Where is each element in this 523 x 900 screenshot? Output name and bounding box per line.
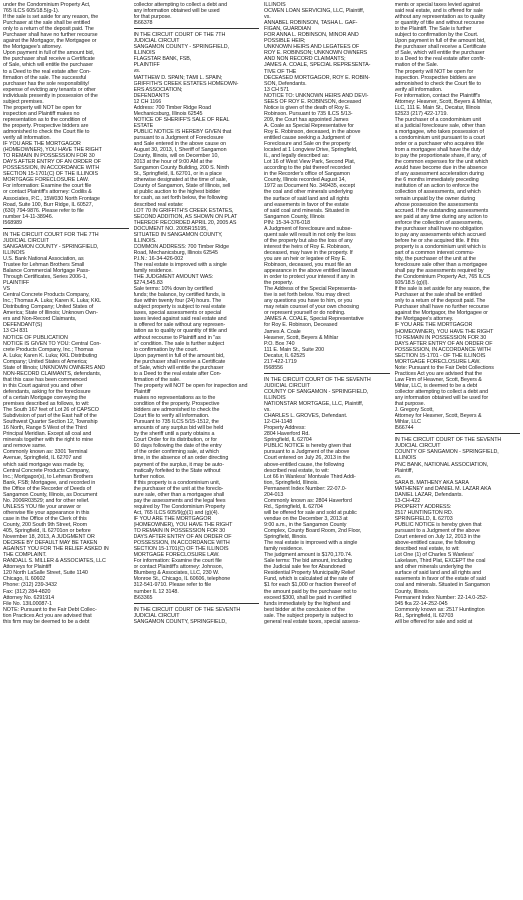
notice-flagstar-sheriff-sale: IN THE CIRCUIT COURT OF THE 7TH JUDICIAL CIRCUIT SANGAMON COUNTY - SPRINGFIELD, ILLINOIS FLAGSTAR BANK, FSB, PLAINTIFF vs. MATTHEW D. SPAIN; TAMI L. SPAIN; GRIFFITH'S CREEK ESTATES HOMEOWN- ERS ASSOCIATION; DEFENDANTS 12 CH 1166 Address: 700 Timber Ridge Road Mechanicsburg, Illinois 62545 NOTICE OF SHERIFF'S SALE OF REAL ESTATE PUBLIC NOTICE IS HEREBY GIVEN that pursuant to a Judgment of Foreclosure and Sale entered in the above cause on August 30, 2013, I, Sheriff of Sangamon County, Illinois, will on December 10, 2013 at the hour of 9:00 AM at the Sangamon County Building, 200 S. Ninth St., Springfield, IL 62701, or in a place otherwise designated at the time of sale, County of Sangamon, State of Illinois, sell at public auction to the highest bidder for cash, as set forth below, the following described real estate: LOT 70 IN GRIFFITH'S CREEK ESTATES, SECOND ADDITION, AS SHOWN ON PLAT THEREOF RECORDED APRIL 20, 2005 AS DOCUMENT NO. 2005R15195, SITUATED IN SANGAMON COUNTY, ILLINOIS. COMMON ADDRESS: 700 Timber Ridge Road, Mechanicsburg, Illinois 62545 P.I.N.: 16-34-426-002 The real estate is improved with a single family residence. THE JUDGMENT AMOUNT WAS: $274,545.83 Sale terms: 10% down by certified funds; the balance, by certified funds, is due within twenty four (24) hours. The subject property is subject to real estate taxes, special assessments or special taxes levied against said real estate and is offered for sale without any represen- tation as to quality or quantity of title and without recourse to Plaintiff and in "as is" condition. The sale is further subject to confirmation by the court. Upon payment in full of the amount bid, the purchaser shall receive a Certificate of Sale, which will entitle the purchaser to a Deed to the real estate after Con- firmation of the sale. The property will NOT be open for inspection and Plaintiff makes no representations as to the condition of the property. Prospective bidders are admonished to check the Court file to verify all information. Pursuant to 735 ILCS 5/15-1512, the amounts of any surplus bid will be held by the sheriff until a party obtains a Court Order for its distribution, or for 60 days following the date of the entry of the order confirming sale, at which time, in the absence of an order directing payment of the surplus, it may be auto- matically forfeited to the State without further notice. If this property is a condominium unit, the purchaser of the unit at the foreclo- sure sale, other than a mortgagee shall pay the assessments and the legal fees required by The Condominium Property Act, 765 ILCS 605/9(g)(1) and (g)(4). IF YOU ARE THE MORTGAGOR (HOMEOWNER), YOU HAVE THE RIGHT TO REMAIN IN POSSESSION FOR 30 DAYS AFTER ENTRY OF AN ORDER OF POSSESSION, IN ACCORDANCE WITH SECTION 15-1701(C) OF THE ILLINOIS MORTGAGE FORECLOSURE LAW. For information: Examine the court file or contact Plaintiff's attorney: Johnson, Blumberg & Associates, LLC, 230 W. Monroe St., Chicago, IL 60606, telephone 312-541-9710. Please refer to file number IL 12 3148. I563365 <box>133 32 248 601</box>
notice-pnc-matheny: IN THE CIRCUIT COURT OF THE SEVENTH JUDICIAL CIRCUIT COUNTY OF SANGAMON - SPRINGFIELD, ILLINOIS PNC BANK, NATIONAL ASSOCIATION, Plaintiff, vs. SARA B. MATHENY AKA SARA MATHENEY and DANIEL M. LAZAR AKA DANIEL LAZAR, Defendants. 13-CH-422 PROPERTY ADDRESS: 2517 HUNTINGTON RD. SPRINGFIELD, IL 62703 PUBLIC NOTICE is hereby given that pursuant to a Judgment of the above Court entered on July 12, 2013 in the above-entitled cause, the following described real estate, to wit: Lot One (1) of Charles S Wanless' Lakelawn, Third Plat, EXCEPT the coal and other minerals underlying the surface of said land and all rights and easements in favor of the estate of said coal and minerals. Situated in Sangamon County, Illinois. Permanent Index Number: 22-14.0-252- 045 fka 22-14-252-045 Commonly known as: 2517 Huntington Rd., Springfield, IL 62703 will be offered for sale and sold at <box>394 437 502 625</box>
notice-continuation: collector attempting to collect a debt and any information obtained will be used for that purpose. I566378 <box>133 2 228 27</box>
column-4 <box>395 2 521 900</box>
notice-divider <box>264 373 390 374</box>
notice-divider <box>134 603 260 604</box>
column-3 <box>264 2 390 900</box>
column-2 <box>134 2 260 900</box>
notice-divider <box>395 433 521 434</box>
notice-continuation: under the Condominium Property Act, 765 ILCS 605/18.5(g-1). If the sale is set aside for any reason, the Purchaser at the sale shall be entitled only to a return of the deposit paid. The Purchaser shall have no further recourse against the Mortgagor, the Mortgagee or the Mortgagee's attorney. Upon payment in full of the amount bid, the purchaser shall receive a Certificate of Sale, which will entitle the purchaser to a Deed to the real estate after Con- firmation of the sale. The successful purchaser has the sole responsibility/ expense of evicting any tenants or other individuals presently in possession of the subject premises. The property will NOT be open for inspection and Plaintiff makes no representation as to the condition of the property. Prospective bidders are admonished to check the Court file to verify all information. IF YOU ARE THE MORTGAGOR (HOMEOWNER), YOU HAVE THE RIGHT TO REMAIN IN POSSESSION FOR 30 DAYS AFTER ENTRY OF AN ORDER OF POSSESSION, IN ACCORDANCE WITH SECTION 15-1701(C) OF THE ILLINOIS MORTGAGE FORECLOSURE LAW. For information: Examine the court file or contact Plaintiff's attorney: Codilis & Associates, P.C., 15W030 North Frontage Road, Suite 100, Burr Ridge, IL 60527, (630) 794-9876. Please refer to file number 14-11-38946. I568989 <box>3 2 102 226</box>
notice-divider <box>3 228 129 229</box>
notice-nationstar-groves: IN THE CIRCUIT COURT OF THE SEVENTH JUDICIAL CIRCUIT COUNTY OF SANGAMON - SPRINGFIELD, ILLINOIS NATIONSTAR MORTGAGE, LLC, Plaintiff, vs. CHARLES L. GROVES, Defendant. 12-CH-1148 Property Address: 2804 Haverford Rd. Springfield, IL 62704 PUBLIC NOTICE is hereby given that pursuant to a Judgment of the above Court entered on July 26, 2013 in the above-entitled cause, the following described real estate, to wit: Lot 66 in Wanless' Montvale Third Addi- tion, Springfield, Illinois. Permanent Index Number: 22-07.0- 204-013 Commonly known as: 2804 Haverford Rd., Springfield, IL 62704 will be offered for sale and sold at public vendue on the December 3, 2013 at 9:00 a.m., in the Sangamon County Complex, County Board Room, 2nd Floor, Springfield, Illinois. The real estate is improved with a single family residence. The judgment amount is $170,170.74. Sale terms: The bid amount, including the Judicial sale fee for Abandoned Residential Property Municipality Relief Fund, which is calculated at the rate of $1 for each $1,000 or fraction thereof of the amount paid by the purchaser not to exceed $300, shall be paid in certified funds immediately by the highest and best bidder at the conclusion of the sale. The subject property is subject to general real estate taxes, special assess- <box>264 376 371 625</box>
notice-divider <box>134 28 260 29</box>
notice-ocwen-robinson: ILLINOIS OCWEN LOAN SERVICING, LLC, Plaintiff, vs. ANNABEL ROBINSON, TASHA L. GAF- FIGAN, GUARDIAN FOR ANNA L. ROBINSON, MINOR AND POSSIBLE HEIR; UNKNOWN HEIRS AND LEGATEES OF ROY E. ROBINSON; UNKNOWN OWNERS AND NON RECORD CLAIMANTS; JAMES A. COALE, SPECIAL REPRESENTA- TIVE OF THE DECEASED MORTGAGOR, ROY E. ROBIN- SON, Defendants. 13 CH 571 NOTICE TO: UNKNOWN HEIRS AND DEVI- SEES OF ROY E. ROBINSON, deceased Notice is given of the death of Roy E. Robinson. Pursuant to 735 ILCS 5/13- 209, the Court has appointed James A. Coale as Special Representative for Roy E. Robinson, deceased, in the above entitled cause seeking a Judgment of Foreclosure and Sale on the property located at 1 Longview Drive, Springfield, IL, and legally described as: Lot 16 of West View Park, Second Plat, according to the plat thereof recorded in the Recorder's office of Sangamon County, Illinois recorded August 14, 1972 as Document No. 349435, except the coal and other minerals underlying the surface of said land and all rights and easements in favor of the estate of said coal and minerals. Situated in Sangamon County, Illinois PIN: 15-34-376-018 A Judgment of foreclosure and subse- quent sale will result in not only the loss of the property but also the loss of any interest the heirs of Roy E. Robinson, deceased, may have in the property. If you are an heir or legatee of Roy E. Robinson, deceased, you must file an appearance in the above entitled lawsuit in order to protect your interest if any in the property. The Address of the Special Representa- tive is set forth below. You may direct any questions you have to him, or you may retain counsel of your own choosing or represent yourself or do nothing. JAMES A. COALE, Special Representative for Roy E. Robinson, Deceased James A. Coale Heavner, Scott, Beyers & Mihlar P.O. Box 740 111 E. Main St., Suite 200 Decatur, IL 62525 217-422-1719 I568556 <box>264 2 371 371</box>
notice-continuation: ments or special taxes levied against said real estate, and is offered for sale without any representation as to quality or quantity of title and without recourse to the Plaintiff. The Sale is further subject to confirmation by the Court. Upon payment in full of the amount bid, the purchaser shall receive a Certificate of Sale, which will entitle the purchaser to a Deed to the real estate after confir- mation of the Sale. The property will NOT be open for inspection. Prospective bidders are admonished to check the Court file to verify all information. For information, contact the Plaintiff's Attorney: Heavner, Scott, Beyers & Mihlar, LLC, 111 E. Main St., Decatur, Illinois 62523 (217) 422-1719. The purchaser of a condominium unit at a judicial foreclosure sale, other than a mortgagee, who takes possession of a condominium unit pursuant to a court order or a purchaser who acquires title from a mortgagee shall have the duty to pay the proportionate share, if any, of the common expenses for the unit which would have become due in the absence of any assessment acceleration during the 6 months immediately preceding institution of an action to enforce the collection of assessments, and which remain unpaid by the owner during whose possession the assessments accrued. If the outstanding assessments are paid at any time during any action to enforce the collection of assessments, the purchaser shall have no obligation to pay any assessments which accrued before he or she acquired title. If this property is a condominium unit which is part of a common interest commu- nity, the purchaser of the unit at the foreclosure sale other than a mortgagee shall pay the assessments required by the Condominium Property Act, 765 ILCS 605/18.5 (g)(l). If the sale is set aside for any reason, the Purchaser at the sale shall be entitled only to a return of the deposit paid. The Purchaser shall have no further recourse against the Mortgagor, the Mortgagee or the Mortgagee's attorney. IF YOU ARE THE MORTGAGOR (HOMEOWNER), YOU HAVE THE RIGHT TO REMAIN IN POSSESSION FOR 30 DAYS AFTER ENTRY OF AN ORDER OF POSSESSION, IN ACCORDANCE WITH SECTION 15-1701 - OF THE ILLINOIS MORTGAGE FORECLOSURE LAW. Note: Pursuant to the Fair Debt Collections Practices Act you are advised that the Law Firm of Heavner, Scott, Beyers & Mihlar, LLC, is deemed to be a debt collector attempting to collect a debt and any information obtained will be used for that purpose. J. Gregory Scott, Attorney for Heavner, Scott, Beyers & Mihlar, LLC I566744 <box>394 2 494 432</box>
column-1 <box>3 2 129 900</box>
notice-us-bank-publication: IN THE CIRCUIT COURT FOR THE 7TH JUDICIAL CIRCUIT SANGAMON COUNTY - SPRINGFIELD, ILLINOIS U.S. Bank National Association, as Trustee for Lehman Brothers Small Balance Commercial Mortgage Pass- Through Certificates, Series 2006-1, PLAINTIFF VS Central Concrete Products Company, Inc.; Thomas A. Luka; Karen K. Luka; KKL Distributing Company; United States of America; State of Illinois; Unknown Own- ers and Non-Record Claimants, DEFENDANT(S) 13 CH 831 NOTICE OF PUBLICATION NOTICE IS GIVEN TO YOU: Central Con- crete Products Company, Inc.; Thomas A. Luka; Karen K. Luka; KKL Distributing Company; United States of America; State of Illinois; UNKNOWN OWNERS AND NON-RECORD CLAIMANTS, defendants, that this case has been commenced in this Court against you and other defendants, asking for the foreclosure of a certain Mortgage conveying the premises described as follows, to wit: The South 167 feet of Lot 26 of CAPSCO Subdivision of part of the East half of the Southwest Quarter Section 12, Township 16 North, Range 5 West of the Third Principal Meridian. Except all coal and minerals together with the right to mine and remove same. Commonly known as: 3301 Terminal Avenue, Springfield, IL 62707 and which said mortgage was made by, Central Concrete Products Company, Inc.; Mortgagor(s), to Lehman Brothers Bank, FSB; Mortgagee, and recorded in the Office of the Recorder of Deeds of Sangamon County, Illinois, as Document No. 2006R03529; and for other relief. UNLESS YOU file your answer or otherwise file your appearance in this case in the Office of the Clerk of this County, 200 South 9th Street, Room 405, Springfield, IL 62701on or before November 18, 2013, A JUDGMENT OR DECREE BY DEFAULT MAY BE TAKEN AGAINST YOU FOR THE RELIEF ASKED IN THE COMPLAINT. RANDALL S. MILLER & ASSOCIATES, LLC Attorneys for Plaintiff 120 North LaSalle Street, Suite 1140 Chicago, IL 60602 Phone: (312) 239-3432 Fax: (312) 284-4820 Attorney No. 6291914 File No. 13IL00087-1 NOTE: Pursuant to the Fair Debt Collec- tion Practices Act you are advised that this firm may be deemed to be a debt <box>3 231 109 625</box>
notice-ocwen-heading: IN THE CIRCUIT COURT OF THE SEVENTH JUDICIAL CIRCUIT SANGAMON COUNTY, SPRINGFIELD, <box>133 606 241 625</box>
